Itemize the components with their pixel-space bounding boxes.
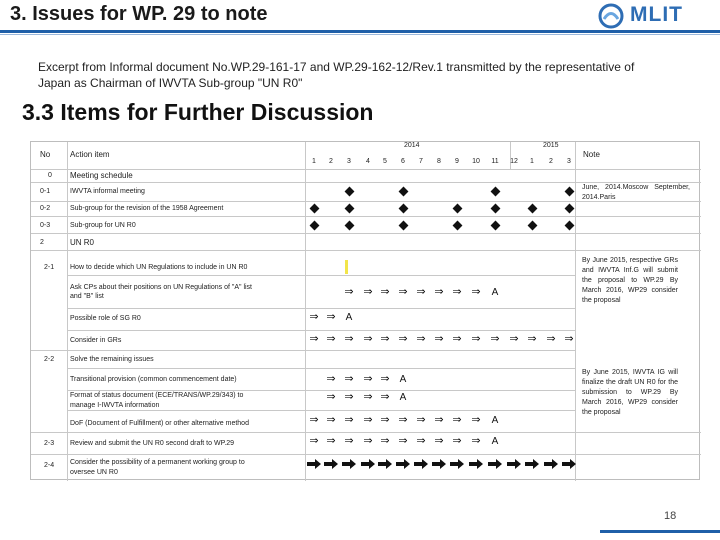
schedule-arrow-icon: ⇒ bbox=[564, 333, 574, 345]
adoption-mark: A bbox=[399, 392, 407, 403]
row-label: manage I-IWVTA information bbox=[70, 402, 160, 409]
row-no: 2-2 bbox=[44, 356, 55, 363]
note-decide: By June 2015, respective GRs and IWVTA Inf.G will submit the proposal to WP.29 By March 2016, WP29 consider the proposal bbox=[582, 257, 678, 304]
schedule-arrow-icon: ⇒ bbox=[309, 333, 319, 345]
row-label: UN R0 bbox=[70, 238, 95, 247]
row-divider bbox=[67, 308, 575, 309]
month-label: 3 bbox=[347, 158, 351, 165]
schedule-arrow-icon: ⇒ bbox=[344, 373, 354, 385]
schedule-arrow-icon: ⇒ bbox=[344, 333, 354, 345]
highlight-marker bbox=[345, 260, 348, 274]
schedule-arrow-icon: ⇒ bbox=[398, 414, 408, 426]
schedule-arrow-icon: ⇒ bbox=[326, 435, 336, 447]
ongoing-arrow-icon bbox=[431, 459, 447, 469]
row-label: DoF (Document of Fulfillment) or other alternative method bbox=[70, 420, 249, 427]
intro-text: Excerpt from Informal document No.WP.29-161-17 and WP.29-162-12/Rev.1 transmitted by the representative of Japan as Chairman of IWVTA Sub-group "UN R0" bbox=[38, 60, 635, 90]
month-label: 4 bbox=[366, 158, 370, 165]
schedule-arrow-icon: ⇒ bbox=[416, 333, 426, 345]
schedule-arrow-icon: ⇒ bbox=[398, 333, 408, 345]
schedule-arrow-icon: ⇒ bbox=[363, 286, 373, 298]
month-label: 2 bbox=[329, 158, 333, 165]
schedule-arrow-icon: ⇒ bbox=[471, 435, 481, 447]
ongoing-arrow-icon bbox=[487, 459, 503, 469]
schedule-arrow-icon: ⇒ bbox=[527, 333, 537, 345]
row-label: Sub-group for UN R0 bbox=[70, 222, 136, 229]
row-no: 0 bbox=[48, 172, 52, 179]
ongoing-arrow-icon bbox=[306, 459, 322, 469]
col-header-action: Action item bbox=[70, 150, 110, 159]
schedule-arrow-icon: ⇒ bbox=[326, 311, 336, 323]
row-divider bbox=[31, 432, 701, 433]
row-no: 0-1 bbox=[40, 188, 51, 195]
row-label: Transitional provision (common commencement date) bbox=[70, 376, 237, 383]
month-label: 2 bbox=[549, 158, 553, 165]
row-divider bbox=[67, 330, 575, 331]
month-label: 3 bbox=[567, 158, 571, 165]
row-label: Format of status document (ECE/TRANS/WP.29/343) to bbox=[70, 392, 244, 399]
schedule-arrow-icon: ⇒ bbox=[471, 414, 481, 426]
row-no: 2-3 bbox=[44, 440, 55, 447]
ongoing-arrow-icon bbox=[449, 459, 465, 469]
schedule-arrow-icon: ⇒ bbox=[344, 391, 354, 403]
row-label: Possible role of SG R0 bbox=[70, 315, 141, 322]
row-divider bbox=[31, 350, 575, 351]
row-no: 2-1 bbox=[44, 264, 55, 271]
row-label: Meeting schedule bbox=[70, 171, 133, 180]
year-2014: 2014 bbox=[404, 142, 420, 149]
page-number: 18 bbox=[664, 510, 677, 522]
row-divider bbox=[31, 233, 701, 234]
row-label: Review and submit the UN R0 second draft to WP.29 bbox=[70, 440, 235, 447]
schedule-arrow-icon: ⇒ bbox=[344, 286, 354, 298]
col-header-no: No bbox=[40, 150, 51, 159]
ongoing-arrow-icon bbox=[341, 459, 357, 469]
schedule-arrow-icon: ⇒ bbox=[416, 414, 426, 426]
row-label: Ask CPs about their positions on UN Regulations of "A" list bbox=[70, 284, 252, 291]
month-label: 5 bbox=[383, 158, 387, 165]
schedule-arrow-icon: ⇒ bbox=[309, 435, 319, 447]
col-divider bbox=[575, 142, 576, 481]
month-label: 6 bbox=[401, 158, 405, 165]
row-label: IWVTA informal meeting bbox=[70, 188, 145, 195]
schedule-arrow-icon: ⇒ bbox=[380, 435, 390, 447]
row-no: 2-4 bbox=[44, 462, 55, 469]
schedule-arrow-icon: ⇒ bbox=[452, 414, 462, 426]
logo-text: MLIT bbox=[630, 3, 683, 26]
footer-rule bbox=[600, 530, 720, 533]
month-label: 9 bbox=[455, 158, 459, 165]
schedule-arrow-icon: ⇒ bbox=[363, 333, 373, 345]
adoption-mark: A bbox=[345, 312, 353, 323]
title-rule-thin bbox=[0, 34, 720, 35]
schedule-arrow-icon: ⇒ bbox=[434, 333, 444, 345]
schedule-arrow-icon: ⇒ bbox=[452, 435, 462, 447]
slide-title: 3. Issues for WP. 29 to note bbox=[10, 3, 268, 25]
ongoing-arrow-icon bbox=[395, 459, 411, 469]
schedule-arrow-icon: ⇒ bbox=[416, 435, 426, 447]
section-heading: 3.3 Items for Further Discussion bbox=[22, 99, 374, 125]
schedule-arrow-icon: ⇒ bbox=[344, 435, 354, 447]
ongoing-arrow-icon bbox=[468, 459, 484, 469]
row-no: 0-2 bbox=[40, 205, 51, 212]
schedule-arrow-icon: ⇒ bbox=[363, 373, 373, 385]
row-label: How to decide which UN Regulations to include in UN R0 bbox=[70, 264, 248, 271]
ongoing-arrow-icon bbox=[543, 459, 559, 469]
adoption-mark: A bbox=[491, 287, 499, 298]
ongoing-arrow-icon bbox=[360, 459, 376, 469]
row-label: Solve the remaining issues bbox=[70, 356, 154, 363]
row-no: 0-3 bbox=[40, 222, 51, 229]
col-divider bbox=[67, 142, 68, 481]
month-label: 8 bbox=[437, 158, 441, 165]
schedule-arrow-icon: ⇒ bbox=[326, 373, 336, 385]
schedule-arrow-icon: ⇒ bbox=[380, 286, 390, 298]
schedule-arrow-icon: ⇒ bbox=[416, 286, 426, 298]
row-label: and "B" list bbox=[70, 293, 104, 300]
schedule-arrow-icon: ⇒ bbox=[434, 435, 444, 447]
month-label: 12 bbox=[510, 158, 518, 165]
schedule-arrow-icon: ⇒ bbox=[452, 333, 462, 345]
row-divider bbox=[31, 454, 701, 455]
month-label: 10 bbox=[472, 158, 480, 165]
row-divider bbox=[31, 169, 701, 170]
schedule-arrow-icon: ⇒ bbox=[326, 333, 336, 345]
schedule-arrow-icon: ⇒ bbox=[363, 391, 373, 403]
ongoing-arrow-icon bbox=[377, 459, 393, 469]
year-2015: 2015 bbox=[543, 142, 559, 149]
schedule-arrow-icon: ⇒ bbox=[398, 286, 408, 298]
title-rule bbox=[0, 30, 720, 33]
schedule-arrow-icon: ⇒ bbox=[452, 286, 462, 298]
schedule-arrow-icon: ⇒ bbox=[471, 333, 481, 345]
schedule-arrow-icon: ⇒ bbox=[309, 414, 319, 426]
schedule-arrow-icon: ⇒ bbox=[398, 435, 408, 447]
schedule-arrow-icon: ⇒ bbox=[471, 286, 481, 298]
schedule-arrow-icon: ⇒ bbox=[326, 391, 336, 403]
schedule-arrow-icon: ⇒ bbox=[380, 333, 390, 345]
month-label: 7 bbox=[419, 158, 423, 165]
ongoing-arrow-icon bbox=[524, 459, 540, 469]
row-divider bbox=[67, 410, 575, 411]
schedule-arrow-icon: ⇒ bbox=[546, 333, 556, 345]
ongoing-arrow-icon bbox=[323, 459, 339, 469]
note-meetings: June, 2014.Moscow September, 2014.Paris bbox=[582, 184, 690, 201]
row-label: Sub-group for the revision of the 1958 Agreement bbox=[70, 205, 224, 212]
schedule-arrow-icon: ⇒ bbox=[380, 373, 390, 385]
row-no: 2 bbox=[40, 239, 44, 246]
month-label: 11 bbox=[491, 158, 499, 165]
schedule-arrow-icon: ⇒ bbox=[434, 414, 444, 426]
ongoing-arrow-icon bbox=[413, 459, 429, 469]
ongoing-arrow-icon bbox=[506, 459, 522, 469]
schedule-arrow-icon: ⇒ bbox=[363, 414, 373, 426]
month-label: 1 bbox=[530, 158, 534, 165]
row-divider bbox=[31, 216, 701, 217]
schedule-arrow-icon: ⇒ bbox=[490, 333, 500, 345]
adoption-mark: A bbox=[399, 374, 407, 385]
schedule-arrow-icon: ⇒ bbox=[309, 311, 319, 323]
schedule-arrow-icon: ⇒ bbox=[363, 435, 373, 447]
schedule-arrow-icon: ⇒ bbox=[380, 414, 390, 426]
schedule-arrow-icon: ⇒ bbox=[380, 391, 390, 403]
schedule-arrow-icon: ⇒ bbox=[509, 333, 519, 345]
note-remaining: By June 2015, IWVTA IG will finalize the draft UN R0 for the submission to WP.29 By March 2016, WP29 consider the proposal bbox=[582, 369, 678, 416]
row-label: Consider the possibility of a permanent working group to bbox=[70, 459, 245, 466]
row-divider bbox=[67, 275, 575, 276]
row-label: Consider in GRs bbox=[70, 337, 122, 344]
schedule-arrow-icon: ⇒ bbox=[434, 286, 444, 298]
adoption-mark: A bbox=[491, 436, 499, 447]
row-label: oversee UN R0 bbox=[70, 469, 118, 476]
row-divider bbox=[31, 250, 701, 251]
col-header-note: Note bbox=[583, 150, 600, 159]
schedule-arrow-icon: ⇒ bbox=[344, 414, 354, 426]
ongoing-arrow-icon bbox=[561, 459, 577, 469]
schedule-arrow-icon: ⇒ bbox=[326, 414, 336, 426]
adoption-mark: A bbox=[491, 415, 499, 426]
row-divider bbox=[67, 368, 575, 369]
month-label: 1 bbox=[312, 158, 316, 165]
